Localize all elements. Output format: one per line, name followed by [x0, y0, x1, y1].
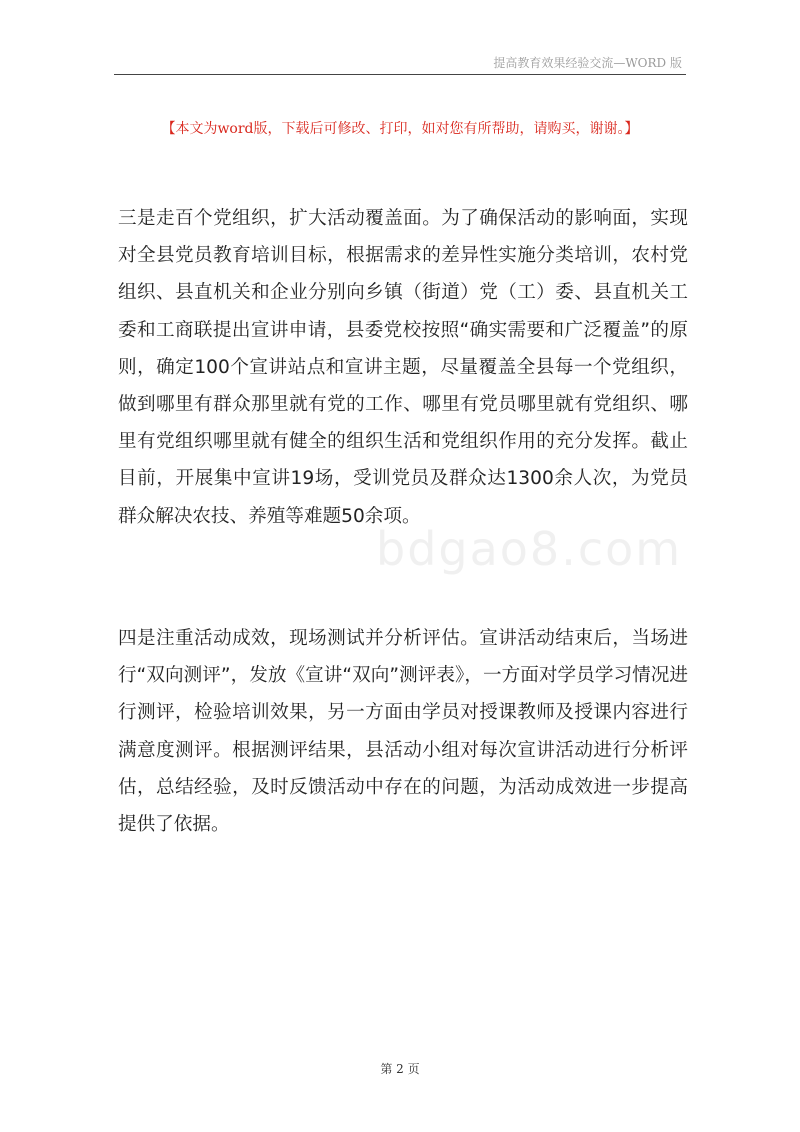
watermark: bdgao8.com [376, 522, 683, 576]
page-number: 第 2 页 [380, 1062, 420, 1076]
body-paragraph-1: 三是走百个党组织，扩大活动覆盖面。为了确保活动的影响面，实现对全县党员教育培训目标，根据需求的差异性实施分类培训，农村党组织、县直机关和企业分别向乡镇（街道）党（工）委、县直机关工委和工商联提出宣讲申请，县委党校按照“确实需要和广泛覆盖”的原则，确定100个宣讲站点和宣讲主题，尽量覆盖全县每一个党组织，做到哪里有群众那里就有党的工作、哪里有党员哪里就有党组织、哪里有党组织哪里就有健全的组织生活和党组织作用的充分发挥。截止目前，开展集中宣讲19场，受训党员及群众达1300余人次，为党员群众解决农技、养殖等难题50余项。 [118, 208, 688, 527]
header-divider [114, 74, 686, 75]
body-paragraph-2: 四是注重活动成效，现场测试并分析评估。宣讲活动结束后，当场进行“双向测评”，发放《宣讲“双向”测评表》，一方面对学员学习情况进行测评，检验培训效果，另一方面由学员对授课教师及授课内容进行满意度测评。根据测评结果，县活动小组对每次宣讲活动进行分析评估，总结经验，及时反馈活动中存在的问题，为活动成效进一步提高提供了依据。 [118, 628, 688, 836]
running-header: 提高教育效果经验交流—WORD 版 [493, 56, 682, 70]
purchase-notice: 【本文为word版，下载后可修改、打印，如对您有所帮助，请购买，谢谢。】 [161, 121, 639, 137]
